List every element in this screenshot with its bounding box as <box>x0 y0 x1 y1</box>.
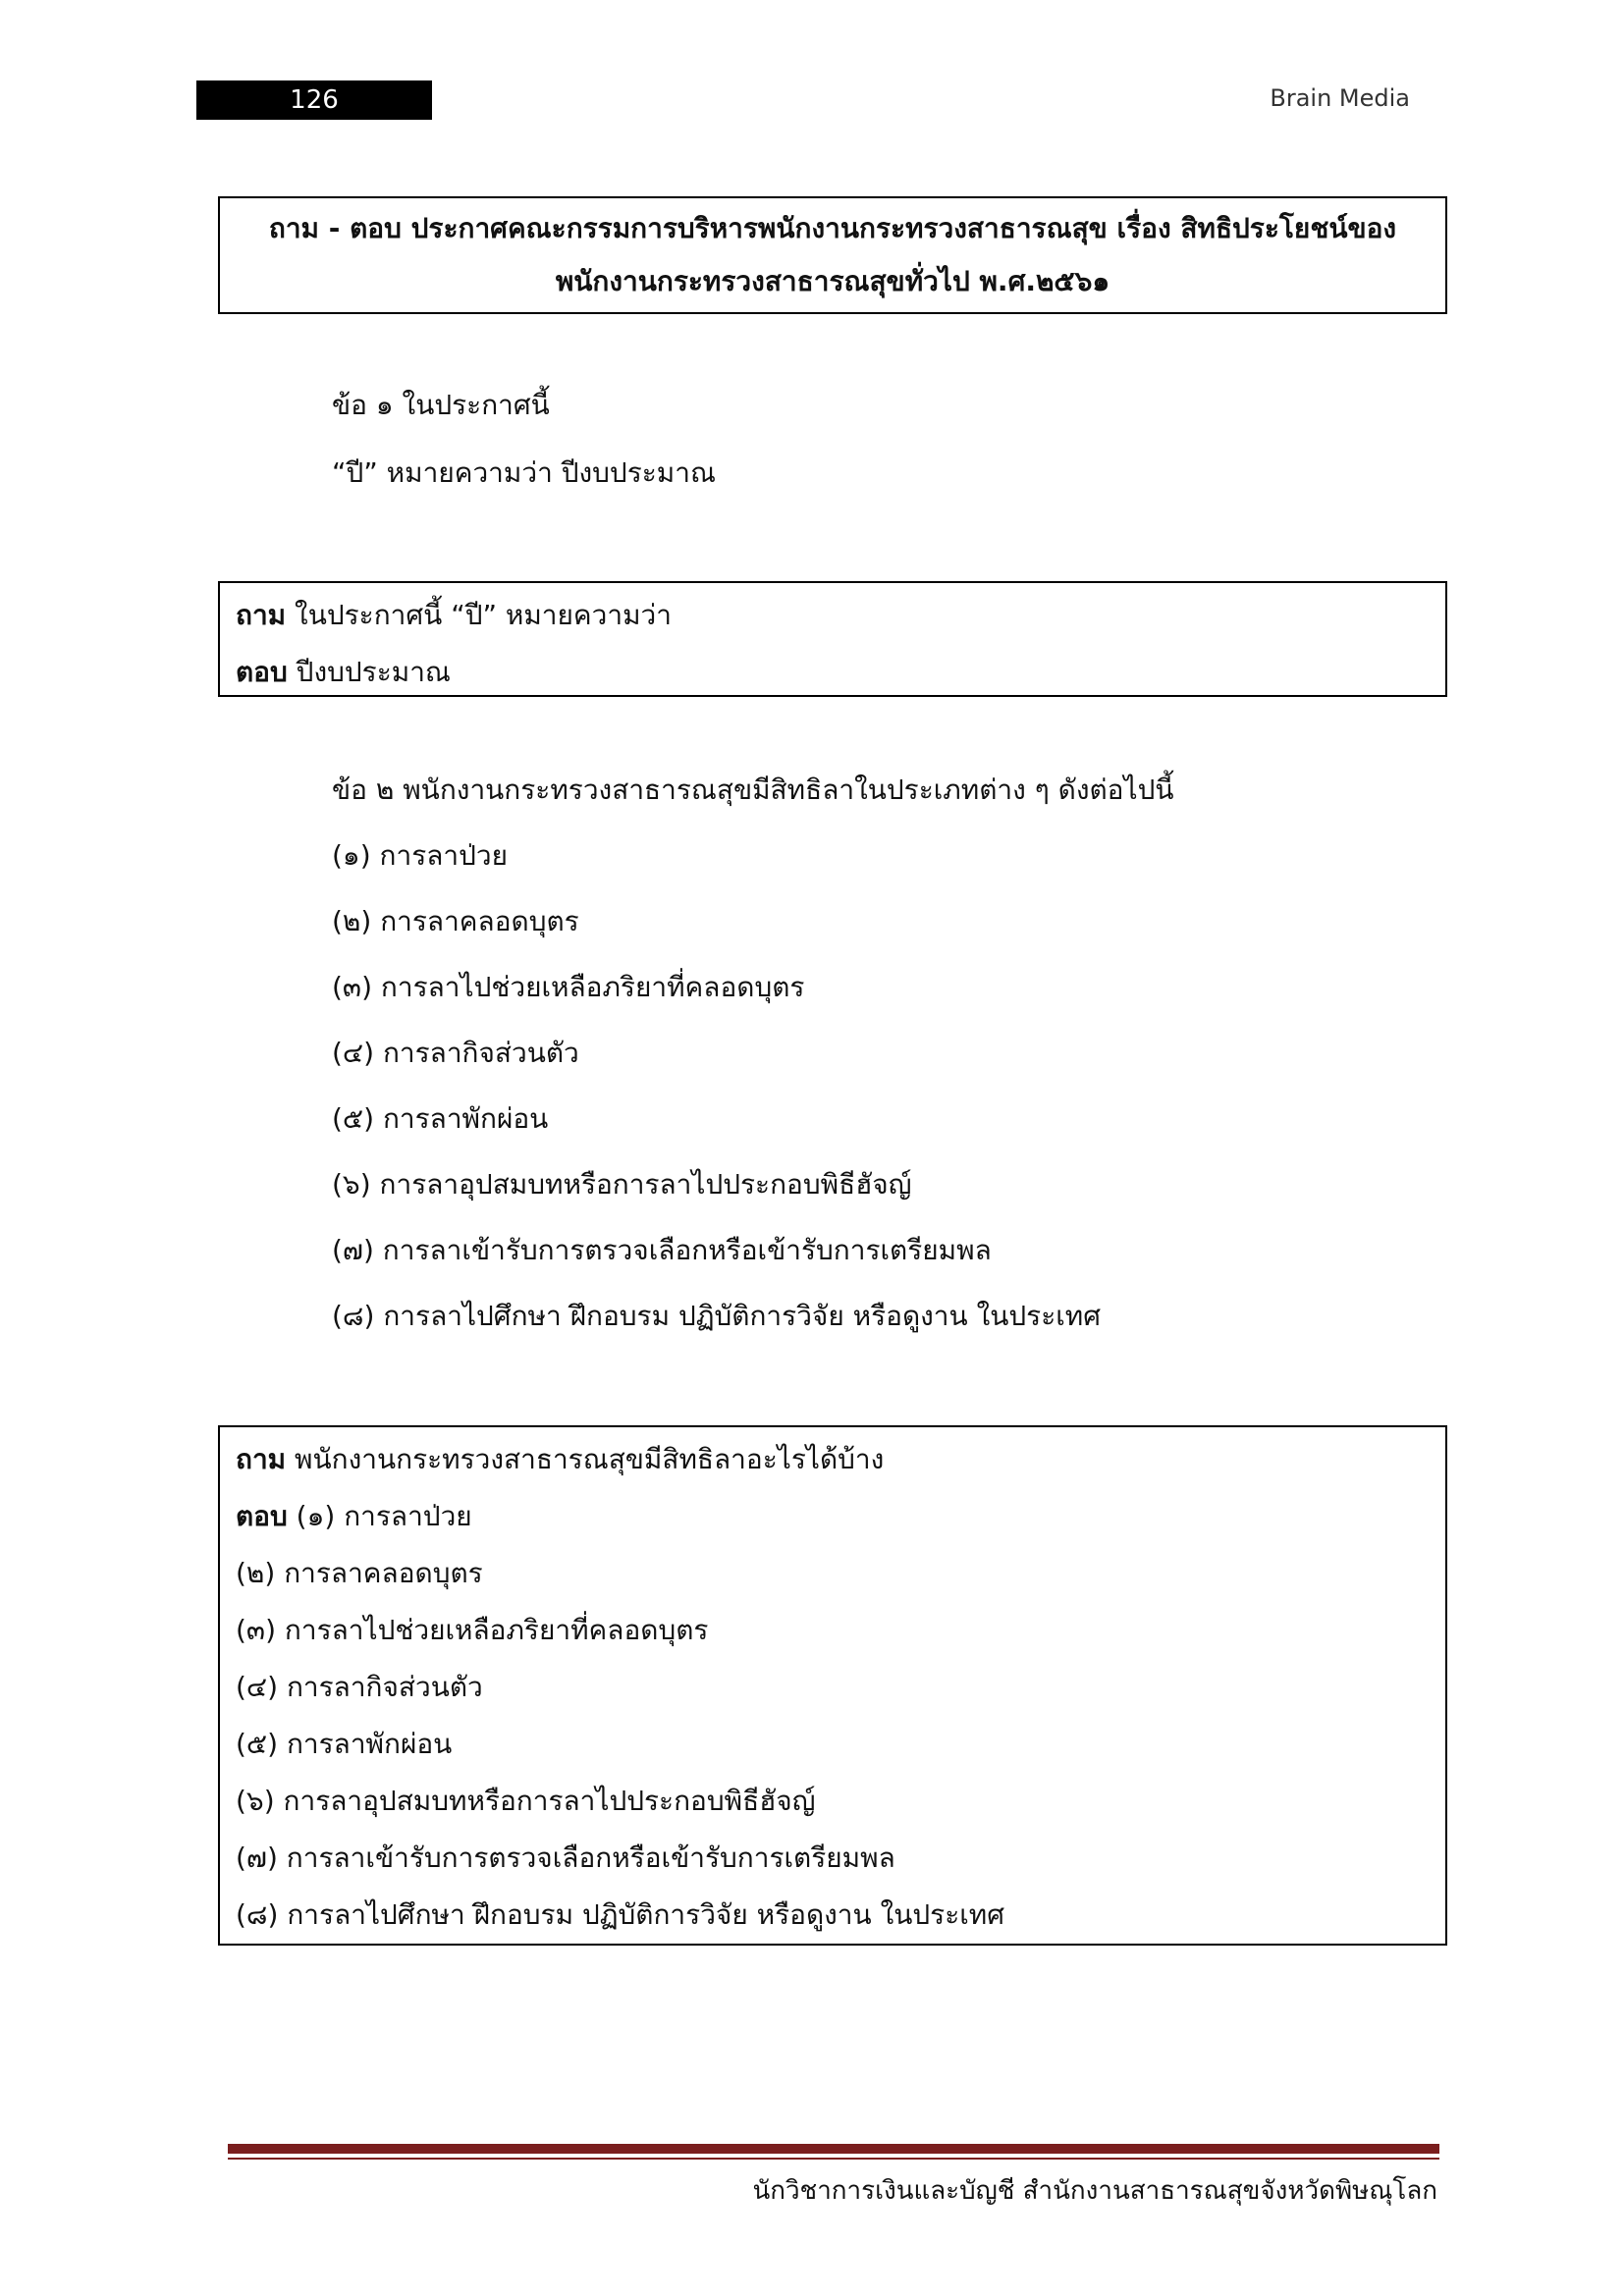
clause2-item: (๘) การลาไปศึกษา ฝึกอบรม ปฏิบัติการวิจัย หรือดูงาน ในประเทศ <box>332 1300 1102 1332</box>
clause2-intro: ข้อ ๒ พนักงานกระทรวงสาธารณสุขมีสิทธิลาในประเภทต่าง ๆ ดังต่อไปนี้ <box>332 774 1174 806</box>
qa2-answer <box>236 1488 1445 1545</box>
clause2-item: (๒) การลาคลอดบุตร <box>332 905 579 937</box>
clause1-definition: “ปี” หมายความว่า ปีงบประมาณ <box>332 456 716 489</box>
qa1-question <box>236 587 1445 644</box>
clause2-item: (๓) การลาไปช่วยเหลือภริยาที่คลอดบุตร <box>332 971 805 1003</box>
qa2-item: (๗) การลาเข้ารับการตรวจเลือกหรือเข้ารับการเตรียมพล <box>236 1842 895 1874</box>
question-label: ถาม <box>236 1443 287 1475</box>
qa-box-2 <box>218 1425 1447 1946</box>
question-label: ถาม <box>236 599 287 631</box>
qa2-item: (๒) การลาคลอดบุตร <box>236 1557 483 1589</box>
answer-label: ตอบ <box>236 1500 288 1532</box>
qa2-item: (๕) การลาพักผ่อน <box>236 1728 453 1760</box>
clause1-heading: ข้อ ๑ ในประกาศนี้ <box>332 389 550 421</box>
footer-rule-thin <box>228 2158 1439 2160</box>
page-number: 126 <box>196 80 432 120</box>
qa2-question <box>236 1431 1445 1488</box>
footer-rule <box>228 2144 1439 2154</box>
title-line-2: พนักงานกระทรวงสาธารณสุขทั่วไป พ.ศ.๒๕๖๑ <box>555 265 1110 297</box>
qa2-item: (๔) การลากิจส่วนตัว <box>236 1671 483 1703</box>
publisher-name: Brain Media <box>1270 84 1410 112</box>
question-text: พนักงานกระทรวงสาธารณสุขมีสิทธิลาอะไรได้บ้าง <box>286 1443 885 1475</box>
clause2-item: (๑) การลาป่วย <box>332 839 509 872</box>
qa-box-1 <box>218 581 1447 697</box>
clause2-item: (๖) การลาอุปสมบทหรือการลาไปประกอบพิธีฮัจญ์ <box>332 1168 912 1201</box>
answer-text: ปีงบประมาณ <box>287 656 451 688</box>
footer-text: นักวิชาการเงินและบัญชี สำนักงานสาธารณสุขจังหวัดพิษณุโลก <box>752 2176 1437 2206</box>
qa2-item: (๘) การลาไปศึกษา ฝึกอบรม ปฏิบัติการวิจัย หรือดูงาน ในประเทศ <box>236 1898 1005 1931</box>
qa1-answer <box>236 644 1445 701</box>
qa2-item: (๖) การลาอุปสมบทหรือการลาไปประกอบพิธีฮัจญ์ <box>236 1785 816 1817</box>
clause2-item: (๗) การลาเข้ารับการตรวจเลือกหรือเข้ารับการเตรียมพล <box>332 1234 992 1266</box>
answer-text: (๑) การลาป่วย <box>287 1500 472 1532</box>
title-line-1: ถาม - ตอบ ประกาศคณะกรรมการบริหารพนักงานกระทรวงสาธารณสุข เรื่อง สิทธิประโยชน์ของ <box>268 212 1397 244</box>
clause2-item: (๕) การลาพักผ่อน <box>332 1102 549 1135</box>
qa2-item: (๓) การลาไปช่วยเหลือภริยาที่คลอดบุตร <box>236 1614 709 1646</box>
clause2-item: (๔) การลากิจส่วนตัว <box>332 1037 579 1069</box>
answer-label: ตอบ <box>236 656 288 688</box>
question-text: ในประกาศนี้ “ปี” หมายความว่า <box>286 599 673 631</box>
title-box <box>218 196 1447 314</box>
